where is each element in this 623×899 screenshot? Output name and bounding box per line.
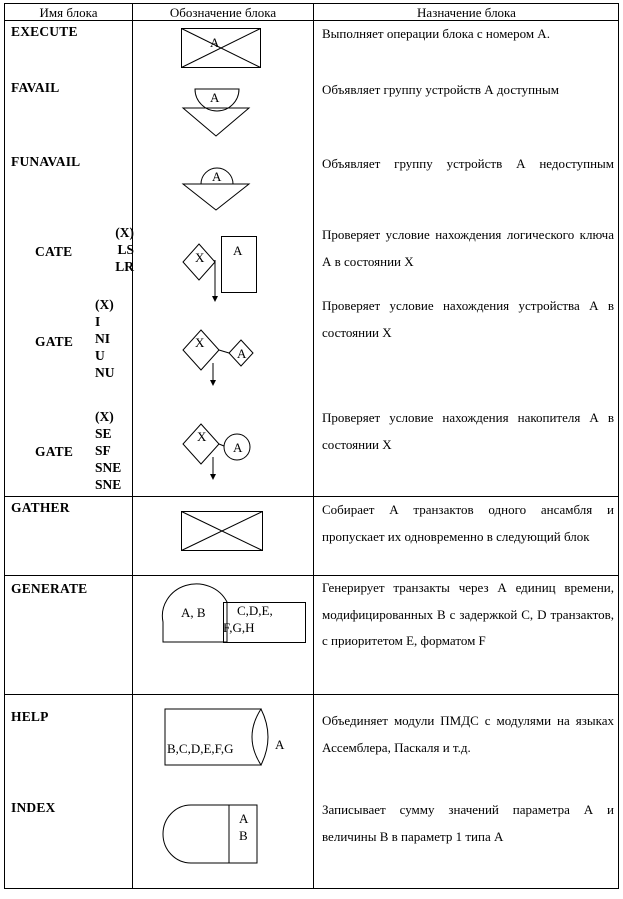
symbol-label: C,D,E, bbox=[237, 603, 273, 618]
symbol-label: A bbox=[210, 90, 220, 105]
block-name: GATE bbox=[35, 444, 74, 459]
block-description bbox=[322, 150, 614, 177]
column-divider bbox=[313, 4, 314, 888]
block-name: HELP bbox=[11, 709, 49, 724]
block-name: GENERATE bbox=[11, 581, 88, 596]
cate-symbol bbox=[181, 236, 261, 312]
block-description: Собирает А транзактов одного ансамбля и пропускает их одновременно в следующий блок bbox=[322, 502, 614, 544]
block-description: Проверяет условие нахождения накопителя А в состоянии Х bbox=[322, 410, 614, 452]
block-description: Выполняет операции блока с номером А. bbox=[322, 26, 550, 41]
block-name: GATE bbox=[35, 334, 74, 349]
option: LR bbox=[115, 259, 134, 274]
row-divider bbox=[5, 694, 618, 695]
block-name: FAVAIL bbox=[11, 80, 60, 95]
gate-facility-symbol bbox=[181, 328, 265, 390]
index-symbol bbox=[163, 804, 273, 866]
symbol-label: A, B bbox=[181, 605, 206, 620]
option: NI bbox=[95, 331, 111, 346]
option: SNE bbox=[95, 460, 122, 475]
block-description: Проверяет условие нахождения устройства А в состоянии Х bbox=[322, 298, 614, 340]
gather-symbol bbox=[181, 511, 263, 551]
option: SE bbox=[95, 426, 112, 441]
block-options bbox=[95, 408, 121, 493]
block-description: Генерирует транзакты через А единиц времени, модифицированных В с задержкой С, D транзактов, с приоритетом Е, форматом F bbox=[322, 580, 614, 648]
option: SNE bbox=[95, 477, 122, 492]
symbol-label: A bbox=[233, 243, 243, 258]
funavail-symbol bbox=[183, 164, 251, 214]
symbol-label: A bbox=[239, 811, 249, 826]
block-name: EXECUTE bbox=[11, 24, 78, 39]
symbol-label: A bbox=[212, 169, 222, 184]
block-name: GATHER bbox=[11, 500, 70, 515]
symbol-label: X bbox=[197, 429, 207, 444]
block-options bbox=[110, 224, 134, 275]
favail-symbol bbox=[183, 88, 251, 138]
column-divider bbox=[132, 4, 133, 888]
option: SF bbox=[95, 443, 111, 458]
option: I bbox=[95, 314, 101, 329]
option: NU bbox=[95, 365, 115, 380]
header-block-name: Имя блока bbox=[39, 5, 98, 20]
header-block-purpose: Назначение блока bbox=[417, 5, 516, 20]
block-description: Проверяет условие нахождения логического ключа А в состоянии Х bbox=[322, 227, 614, 269]
gate-storage-symbol bbox=[181, 422, 265, 484]
block-description: Записывает сумму значений параметра А и величины В в параметр 1 типа А bbox=[322, 802, 614, 844]
symbol-label: B,C,D,E,F,G bbox=[167, 741, 234, 756]
option: U bbox=[95, 348, 105, 363]
symbol-label: A bbox=[275, 737, 285, 752]
generate-symbol bbox=[161, 588, 309, 648]
symbol-label: X bbox=[195, 250, 205, 265]
option: (X) bbox=[95, 297, 114, 312]
symbol-label: B bbox=[239, 828, 248, 843]
header-block-symbol: Обозначение блока bbox=[169, 5, 277, 20]
help-symbol bbox=[163, 708, 293, 768]
symbol-label: F,G,H bbox=[223, 620, 255, 635]
symbol-label: A bbox=[233, 440, 243, 455]
blocks-table bbox=[4, 3, 619, 889]
symbol-label: A bbox=[210, 35, 220, 50]
block-description-text: Объявляет группу устройств А недоступным bbox=[322, 156, 614, 171]
block-name: FUNAVAIL bbox=[11, 154, 81, 169]
block-description: Объявляет группу устройств А доступным bbox=[322, 82, 559, 97]
symbol-label: X bbox=[195, 335, 205, 350]
option: (X) bbox=[95, 409, 114, 424]
execute-symbol bbox=[181, 28, 261, 68]
block-name: INDEX bbox=[11, 800, 56, 815]
option: (X) bbox=[115, 225, 134, 240]
block-description: Объединяет модули ПМДС с модулями на языках Ассемблера, Паскаля и т.д. bbox=[322, 713, 614, 755]
block-name: CATE bbox=[35, 244, 73, 259]
block-options bbox=[95, 296, 115, 381]
option: LS bbox=[117, 242, 134, 257]
symbol-label: A bbox=[237, 346, 247, 361]
